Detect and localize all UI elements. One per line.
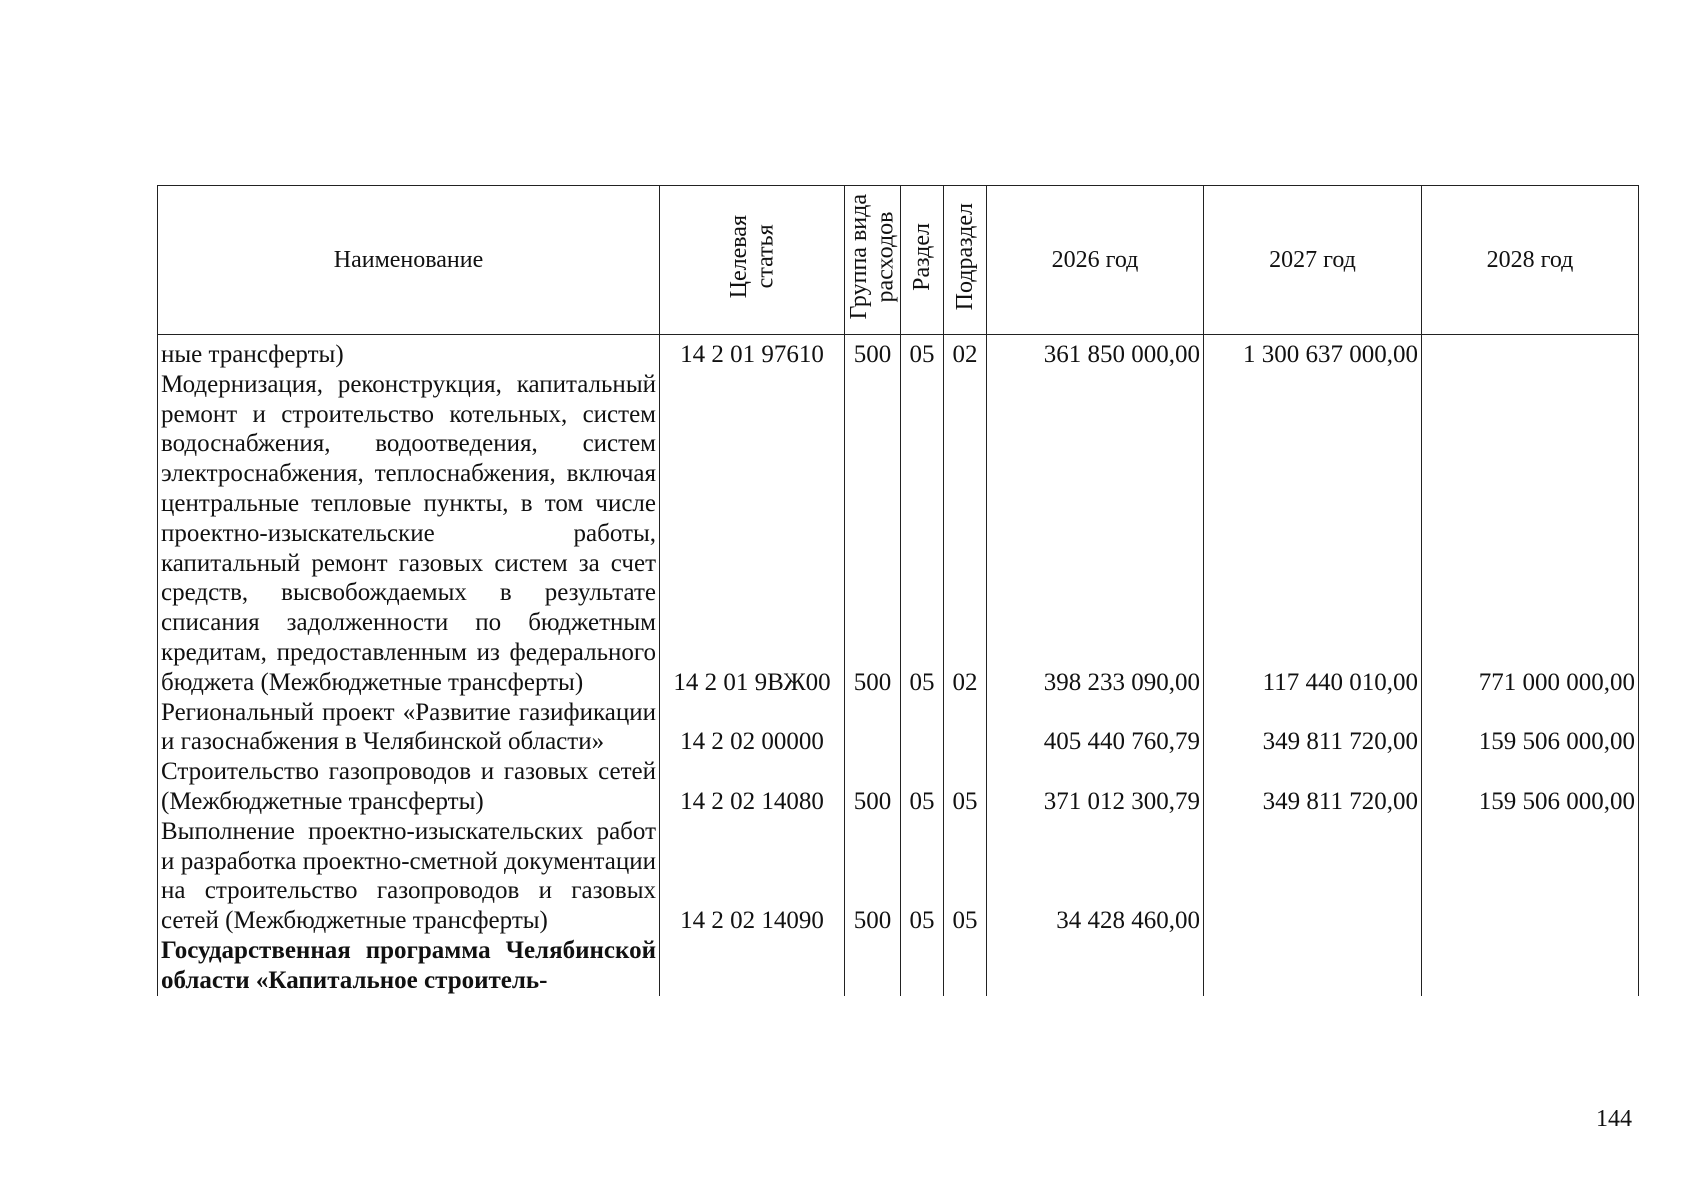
header-year-2026: 2026 год xyxy=(987,186,1204,335)
row-amount-2028 xyxy=(1422,936,1639,996)
row-name: Выполнение проектно-изыскательских работ и разработка проектно-сметной документации на строительство газопроводов и газовых сетей (Межбюджетные трансферты) xyxy=(158,817,660,936)
row-target-article: 14 2 02 14090 xyxy=(660,817,845,936)
row-amount-2027 xyxy=(1204,817,1422,936)
row-target-article: 14 2 01 97610 xyxy=(660,335,845,370)
row-amount-2026: 34 428 460,00 xyxy=(987,817,1204,936)
row-section: 05 xyxy=(901,757,944,817)
row-amount-2027: 1 300 637 000,00 xyxy=(1204,335,1422,370)
row-amount-2028 xyxy=(1422,335,1639,370)
row-section xyxy=(901,936,944,996)
row-section: 05 xyxy=(901,335,944,370)
row-amount-2026: 405 440 760,79 xyxy=(987,698,1204,758)
row-target-article: 14 2 02 14080 xyxy=(660,757,845,817)
table-row xyxy=(158,335,1639,370)
budget-table xyxy=(157,185,1639,996)
row-amount-2026: 371 012 300,79 xyxy=(987,757,1204,817)
row-subsection: 02 xyxy=(944,370,987,698)
header-subsection: Подраздел xyxy=(944,186,987,335)
row-name: Региональный проект «Развитие газификации и газоснабжения в Челябинской области» xyxy=(158,698,660,758)
row-expense-group xyxy=(845,698,901,758)
row-amount-2027: 349 811 720,00 xyxy=(1204,698,1422,758)
row-amount-2027: 117 440 010,00 xyxy=(1204,370,1422,698)
row-target-article xyxy=(660,936,845,996)
header-target-article: Целевая статья xyxy=(660,186,845,335)
row-name: Строительство газопроводов и газовых сетей (Межбюджетные трансферты) xyxy=(158,757,660,817)
row-name: Государственная программа Челябинской области «Капитальное строитель- xyxy=(158,936,660,996)
table-row xyxy=(158,757,1639,817)
table-header-row xyxy=(158,186,1639,335)
row-amount-2026 xyxy=(987,936,1204,996)
row-expense-group: 500 xyxy=(845,370,901,698)
header-expense-group: Группа вида расходов xyxy=(845,186,901,335)
row-amount-2026: 361 850 000,00 xyxy=(987,335,1204,370)
row-amount-2028: 159 506 000,00 xyxy=(1422,698,1639,758)
table-row xyxy=(158,370,1639,698)
header-section: Раздел xyxy=(901,186,944,335)
row-expense-group: 500 xyxy=(845,757,901,817)
row-subsection: 02 xyxy=(944,335,987,370)
row-amount-2028 xyxy=(1422,817,1639,936)
table-row xyxy=(158,817,1639,936)
row-subsection: 05 xyxy=(944,817,987,936)
row-subsection: 05 xyxy=(944,757,987,817)
row-subsection xyxy=(944,936,987,996)
header-name: Наименование xyxy=(158,186,660,335)
row-section: 05 xyxy=(901,817,944,936)
header-year-2028: 2028 год xyxy=(1422,186,1639,335)
page-number: 144 xyxy=(1596,1106,1632,1132)
row-name: ные трансферты) xyxy=(158,335,660,370)
row-amount-2027: 349 811 720,00 xyxy=(1204,757,1422,817)
header-year-2027: 2027 год xyxy=(1204,186,1422,335)
row-amount-2026: 398 233 090,00 xyxy=(987,370,1204,698)
row-amount-2027 xyxy=(1204,936,1422,996)
table-row xyxy=(158,936,1639,996)
row-expense-group: 500 xyxy=(845,335,901,370)
row-section: 05 xyxy=(901,370,944,698)
table-row xyxy=(158,698,1639,758)
row-subsection xyxy=(944,698,987,758)
row-amount-2028: 771 000 000,00 xyxy=(1422,370,1639,698)
row-amount-2028: 159 506 000,00 xyxy=(1422,757,1639,817)
row-section xyxy=(901,698,944,758)
row-expense-group: 500 xyxy=(845,817,901,936)
row-expense-group xyxy=(845,936,901,996)
row-target-article: 14 2 02 00000 xyxy=(660,698,845,758)
row-target-article: 14 2 01 9ВЖ00 xyxy=(660,370,845,698)
row-name: Модернизация, реконструкция, капитальный ремонт и строительство котельных, систем водоснабжения, водоотведения, систем электроснабжения, теплоснабжения, включая центральные тепловые пункты, в том числе проектно-изыскательские работы, капитальный ремонт газовых систем за счет средств, высвобождаемых в результате списания задолженности по бюджетным кредитам, предоставленным из федерального бюджета (Межбюджетные трансферты) xyxy=(158,370,660,698)
